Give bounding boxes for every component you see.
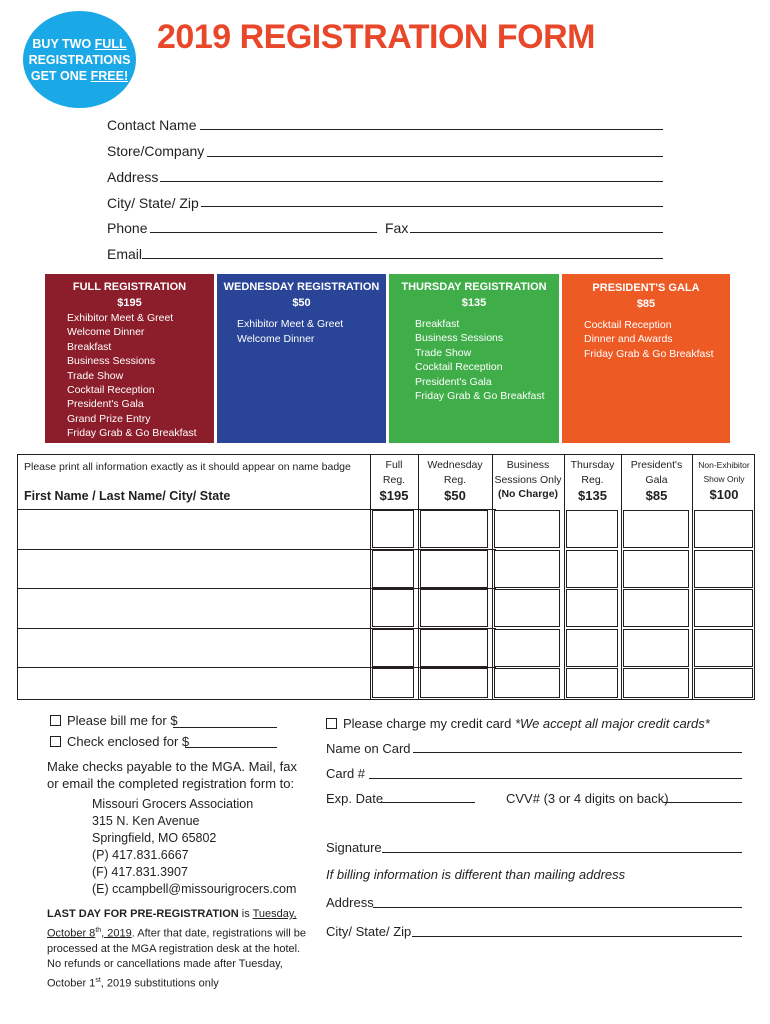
address-label: Address: [107, 169, 159, 185]
column-header-line: Reg.: [581, 473, 604, 486]
package-title: THURSDAY REGISTRATION: [401, 281, 547, 293]
mailing-address: [92, 796, 296, 898]
package-item: President's Gala: [67, 398, 144, 411]
package-title: FULL REGISTRATION: [72, 281, 187, 293]
package-item: Trade Show: [415, 346, 472, 359]
badge-text: REGISTRATIONS: [28, 52, 131, 67]
package-item: Cocktail Reception: [584, 319, 672, 331]
check-enclosed-label: Check enclosed for $: [67, 734, 190, 749]
phone-field[interactable]: [150, 232, 377, 233]
selection-checkbox[interactable]: [494, 589, 560, 627]
package-item: Business Sessions: [415, 332, 504, 345]
deadline-notice: [47, 907, 309, 992]
badge-text: BUY TWO: [32, 36, 92, 51]
selection-checkbox[interactable]: [494, 629, 560, 667]
thursday-slots: [564, 509, 621, 699]
package-item: Breakfast: [67, 340, 112, 353]
credit-card-note: *We accept all major credit cards*: [514, 716, 710, 731]
column-price: (No Charge): [497, 488, 559, 500]
package-price: $50: [292, 297, 311, 309]
signature-field[interactable]: [382, 852, 742, 853]
exp-date-label: Exp. Date: [326, 791, 384, 806]
promo-badge: [23, 11, 136, 108]
package-item: President's Gala: [415, 375, 492, 388]
badge-text-underlined: FREE!: [90, 68, 129, 83]
deadline-text: is: [238, 908, 253, 920]
exp-date-field[interactable]: [381, 802, 475, 803]
package-item: Breakfast: [415, 318, 460, 330]
check-enclosed-option[interactable]: [50, 734, 189, 749]
package-item: Friday Grab & Go Breakfast: [415, 390, 545, 403]
selection-grid: [370, 509, 756, 699]
fax-label: Fax: [385, 220, 409, 236]
selection-checkbox[interactable]: [694, 589, 753, 627]
email-label: Email: [107, 246, 143, 262]
selection-checkbox[interactable]: [372, 510, 414, 548]
column-header-show-only: [692, 458, 756, 504]
package-item: Welcome Dinner: [67, 326, 145, 339]
selection-checkbox[interactable]: [372, 629, 414, 667]
address-line: (P) 417.831.6667: [92, 848, 189, 862]
selection-checkbox[interactable]: [623, 589, 689, 627]
selection-checkbox[interactable]: [623, 550, 689, 588]
billing-city-label: City/ State/ Zip: [326, 924, 412, 939]
checkbox[interactable]: [50, 715, 61, 726]
selection-checkbox[interactable]: [566, 589, 618, 627]
check-amount-field[interactable]: [185, 747, 277, 748]
deadline-heading: LAST DAY FOR PRE-REGISTRATION: [47, 908, 239, 920]
selection-checkbox[interactable]: [420, 629, 488, 667]
deadline-date: , 2019: [101, 927, 132, 940]
package-full-registration: [45, 274, 214, 443]
column-price: $85: [645, 488, 668, 503]
selection-checkbox[interactable]: [372, 589, 414, 627]
checkbox[interactable]: [326, 718, 337, 729]
billing-address-label: Address: [326, 895, 374, 910]
package-item: Cocktail Reception: [67, 384, 155, 397]
package-item: Trade Show: [67, 369, 124, 382]
address-line: Springfield, MO 65802: [92, 831, 217, 845]
address-line: 315 N. Ken Avenue: [92, 814, 200, 828]
checkbox[interactable]: [50, 736, 61, 747]
selection-checkbox[interactable]: [420, 510, 488, 548]
selection-checkbox[interactable]: [494, 668, 560, 698]
selection-checkbox[interactable]: [694, 668, 753, 698]
selection-checkbox[interactable]: [566, 668, 618, 698]
selection-checkbox[interactable]: [623, 629, 689, 667]
card-number-label: Card #: [326, 766, 366, 781]
column-header-line: Full: [385, 459, 403, 471]
package-title: PRESIDENT'S GALA: [592, 282, 700, 294]
page-title: 2019 REGISTRATION FORM: [157, 18, 595, 56]
selection-checkbox[interactable]: [694, 510, 753, 548]
selection-checkbox[interactable]: [623, 668, 689, 698]
package-item: Friday Grab & Go Breakfast: [584, 347, 714, 360]
column-header-business-sessions: [492, 458, 564, 502]
badge-text: GET ONE: [30, 68, 88, 83]
column-header-line: Reg.: [443, 473, 467, 486]
city-field[interactable]: [201, 206, 663, 207]
column-header-line: Gala: [645, 473, 668, 486]
email-field[interactable]: [142, 258, 663, 259]
selection-checkbox[interactable]: [420, 550, 488, 588]
selection-checkbox[interactable]: [420, 668, 488, 698]
selection-checkbox[interactable]: [494, 550, 560, 588]
address-line: Missouri Grocers Association: [92, 797, 254, 811]
selection-checkbox[interactable]: [694, 629, 753, 667]
column-header-line: Sessions Only: [494, 473, 562, 486]
selection-checkbox[interactable]: [494, 510, 560, 548]
selection-checkbox[interactable]: [372, 668, 414, 698]
city-label: City/ State/ Zip: [107, 195, 199, 211]
card-number-field[interactable]: [369, 778, 742, 779]
bill-amount-field[interactable]: [173, 727, 277, 728]
company-field[interactable]: [207, 156, 663, 157]
package-wednesday-registration: [217, 274, 386, 443]
address-field[interactable]: [160, 181, 663, 182]
contact-name-field[interactable]: [200, 129, 663, 130]
credit-card-label: Please charge my credit card: [343, 716, 515, 731]
bill-me-option[interactable]: [50, 713, 178, 728]
package-item: Welcome Dinner: [237, 333, 315, 345]
business-sessions-slots: [492, 509, 564, 699]
column-header-line: Business: [506, 459, 550, 471]
phone-label: Phone: [107, 220, 148, 236]
deadline-text: , 2019 substitutions only: [100, 977, 219, 990]
column-header-line: Wednesday: [427, 459, 483, 471]
address-line: (F) 417.831.3907: [92, 865, 188, 879]
column-header-line: President's: [630, 459, 683, 471]
name-on-card-label: Name on Card: [326, 741, 411, 756]
badge-text-underlined: FULL: [94, 36, 127, 51]
package-price: $195: [117, 297, 142, 309]
column-header-thursday: [564, 458, 621, 505]
deadline-date-suffix: st: [95, 976, 101, 984]
column-price: $50: [444, 488, 466, 503]
presidents-gala-slots: [621, 509, 692, 699]
package-item: Dinner and Awards: [584, 333, 673, 346]
package-item: Exhibitor Meet & Greet: [237, 318, 344, 330]
table-instruction: Please print all information exactly as it should appear on name badge: [24, 461, 351, 473]
selection-checkbox[interactable]: [623, 510, 689, 548]
column-header-line: Thursday: [570, 459, 615, 471]
wednesday-slots: [418, 509, 492, 699]
package-item: Cocktail Reception: [415, 361, 503, 374]
column-price: $100: [709, 487, 739, 502]
full-reg-slots: [370, 509, 418, 699]
package-item: Grand Prize Entry: [67, 412, 151, 425]
selection-checkbox[interactable]: [566, 550, 618, 588]
column-price: $195: [379, 488, 409, 503]
package-presidents-gala: [562, 274, 730, 443]
deadline-date: Tuesday, October 8: [47, 908, 297, 940]
selection-checkbox[interactable]: [566, 510, 618, 548]
selection-checkbox[interactable]: [420, 589, 488, 627]
contact-name-label: Contact Name: [107, 117, 197, 133]
package-title: WEDNESDAY REGISTRATION: [223, 281, 380, 293]
name-column-header: First Name / Last Name/ City/ State: [24, 489, 231, 503]
column-header-wednesday: [418, 458, 492, 505]
name-on-card-field[interactable]: [413, 752, 742, 753]
company-label: Store/Company: [107, 143, 205, 159]
signature-label: Signature: [326, 840, 382, 855]
billing-address-field[interactable]: [373, 907, 742, 908]
package-price: $85: [636, 298, 656, 310]
column-header-line: Show Only: [703, 474, 745, 484]
package-thursday-registration: [389, 274, 559, 443]
show-only-slots: [692, 509, 756, 699]
column-header-presidents-gala: [621, 458, 692, 505]
selection-checkbox[interactable]: [566, 629, 618, 667]
package-item: Friday Grab & Go Breakfast: [67, 427, 197, 440]
cvv-field[interactable]: [664, 802, 742, 803]
bill-me-label: Please bill me for $: [67, 713, 178, 728]
package-item: Exhibitor Meet & Greet: [67, 312, 174, 324]
billing-city-field[interactable]: [412, 936, 742, 937]
selection-checkbox[interactable]: [372, 550, 414, 588]
package-price: $135: [461, 297, 487, 309]
package-item: Business Sessions: [67, 355, 156, 368]
mail-instructions: Make checks payable to the MGA. Mail, fax or email the completed registration form to:: [47, 759, 297, 791]
column-price: $135: [578, 488, 607, 503]
address-line: (E) ccampbell@missourigrocers.com: [92, 882, 297, 896]
column-header-line: Non-Exhibitor: [698, 460, 750, 470]
fax-field[interactable]: [410, 232, 663, 233]
selection-checkbox[interactable]: [694, 550, 753, 588]
column-header-line: Reg.: [382, 473, 406, 486]
registrant-table: [17, 454, 755, 700]
deadline-date-suffix: th: [95, 926, 102, 934]
cvv-label: CVV# (3 or 4 digits on back): [506, 791, 669, 806]
credit-card-option[interactable]: [326, 716, 710, 731]
billing-note: If billing information is different than mailing address: [326, 867, 626, 882]
deadline-text: . After that date, registrations will be processed at the MGA registration desk at the hotel. No refunds or cancellations made after Tuesday, October 1: [47, 927, 307, 990]
column-header-full: [370, 458, 418, 505]
